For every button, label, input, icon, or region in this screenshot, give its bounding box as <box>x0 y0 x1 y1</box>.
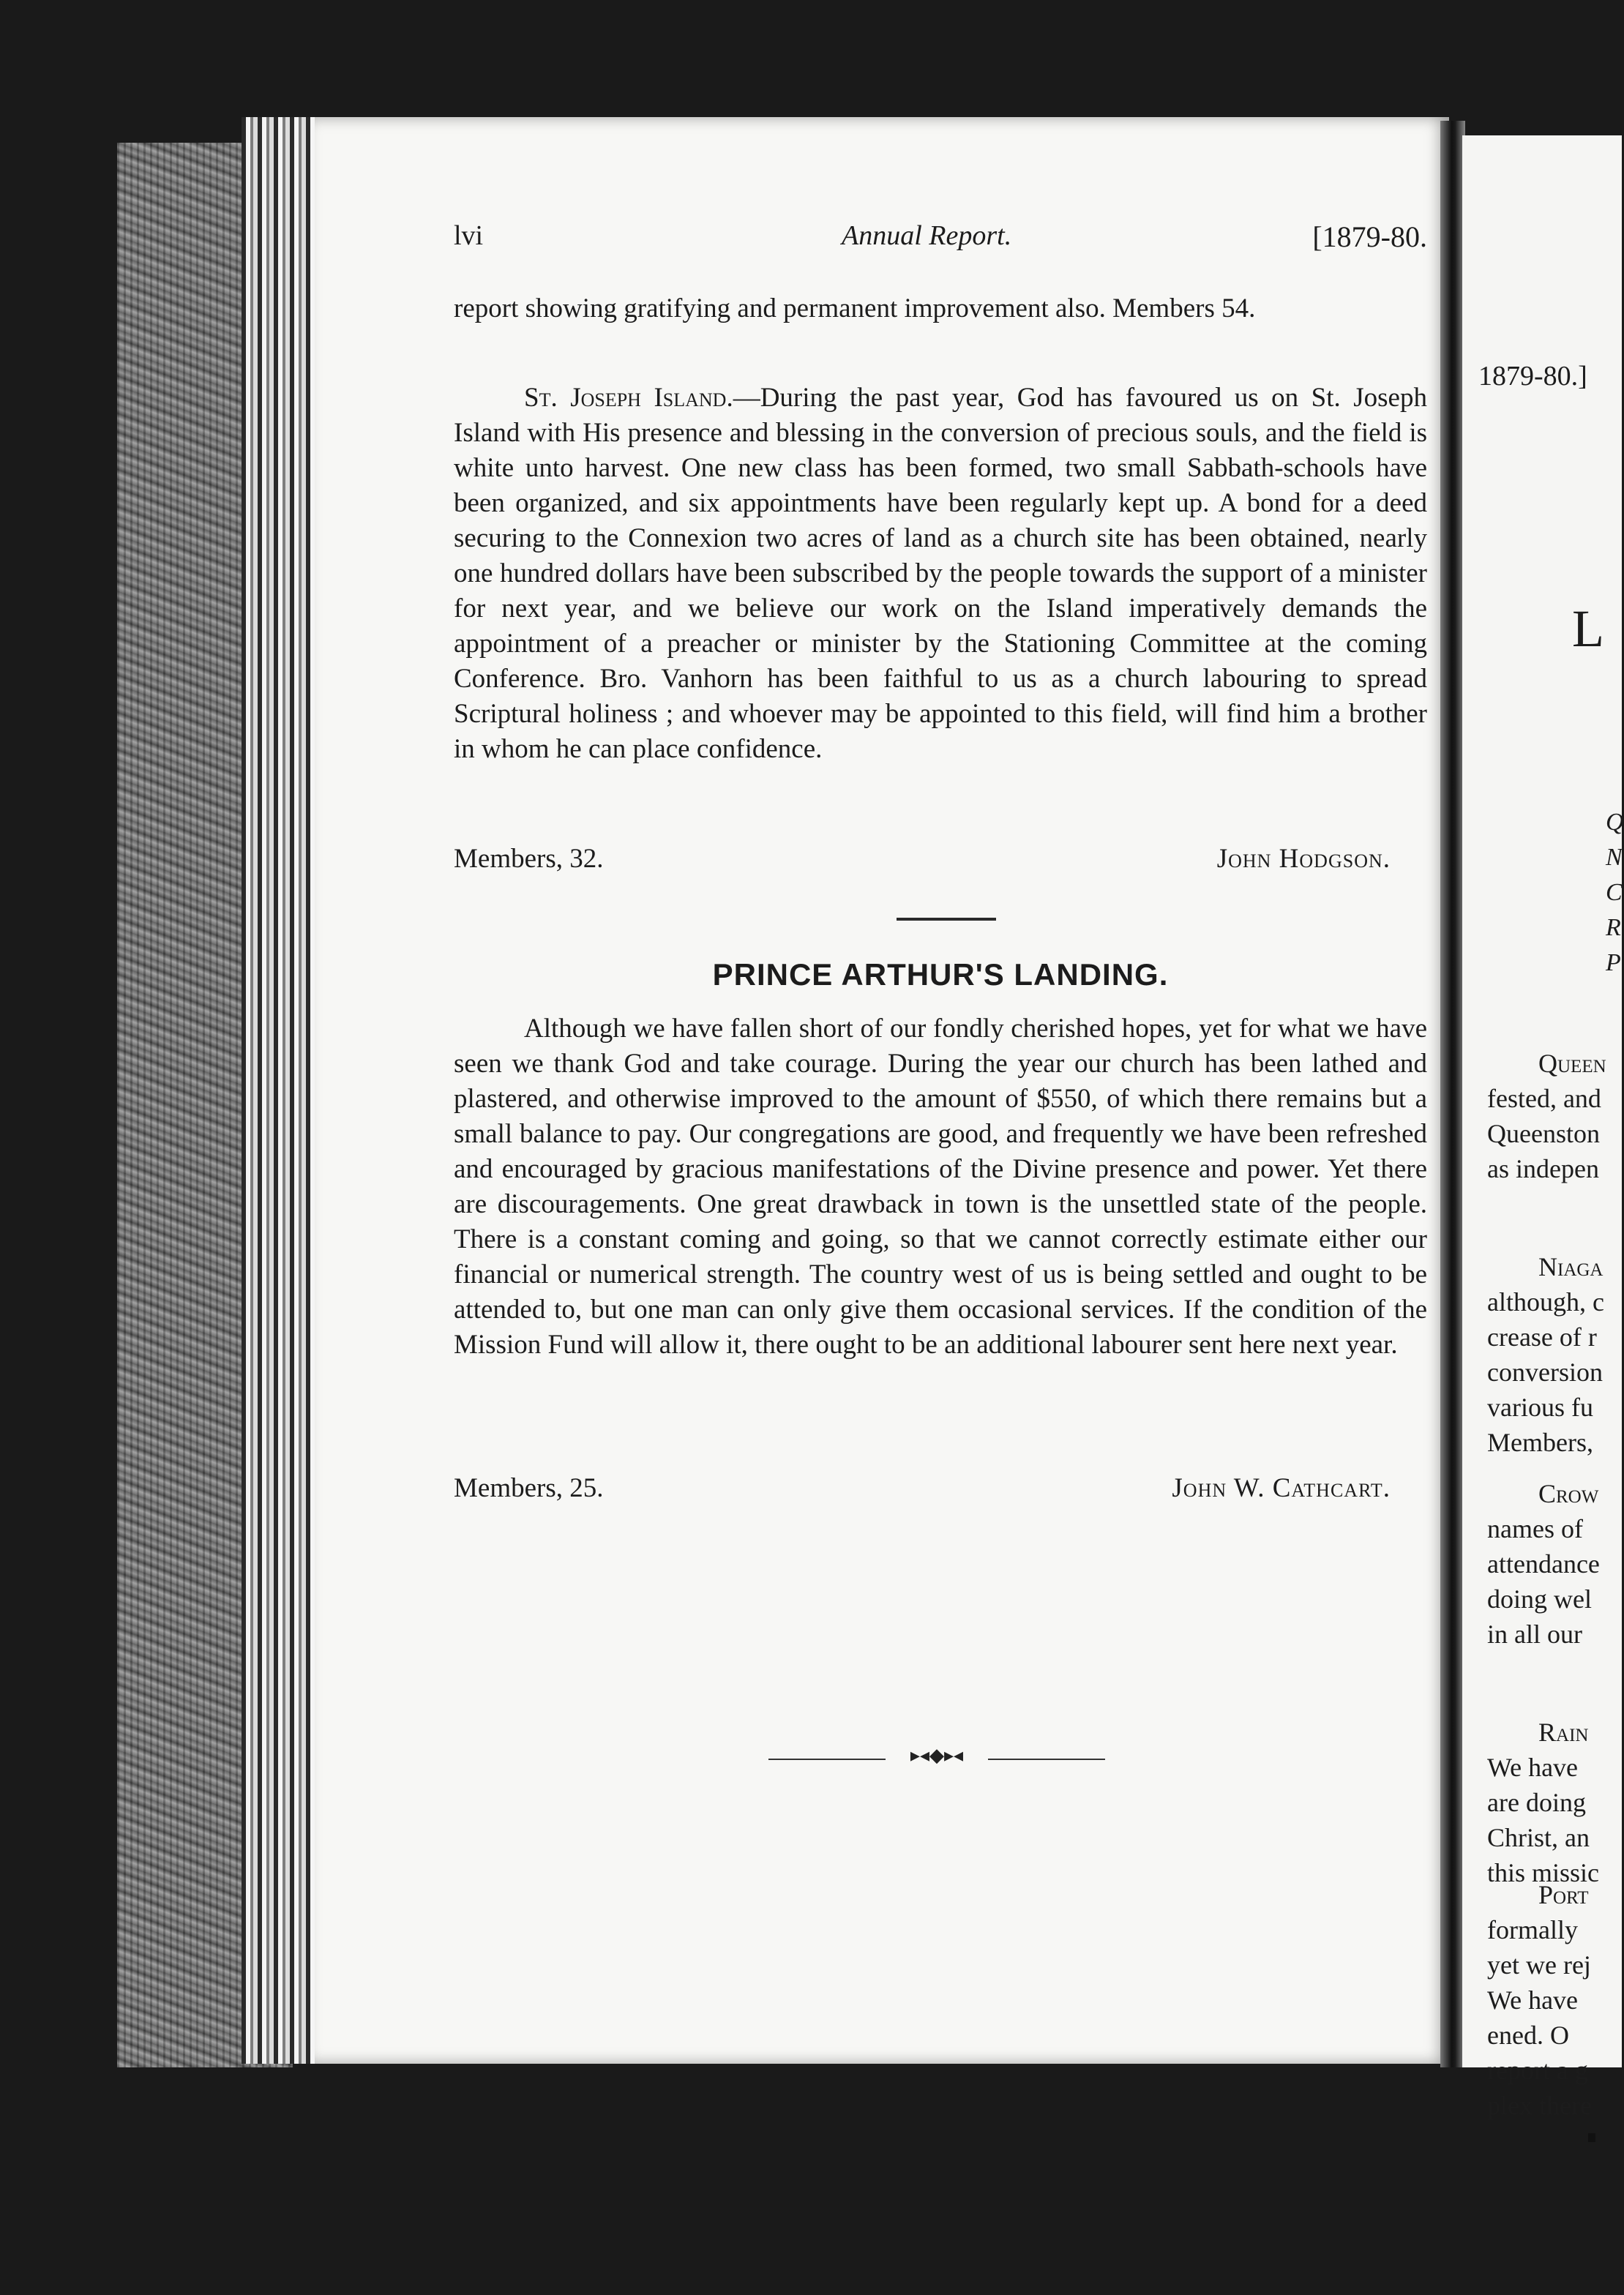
prince-arthur-paragraph: Although we have fallen short of our fondly cherished hopes, yet for what we have seen we thank God and take courage. During the year our church has been lathed and plastered, and otherwise improved to the amount of $550, of which there remains but a small balance to pay. Our congregations are good, and frequently we have been refreshed and encouraged by gracious manifestations of the Divine presence and power. Yet there are discouragements. One great drawback in town is the unsettled state of the people. There is a constant coming and going, so that we cannot correctly estimate either our financial or numerical strength. The country west of us is being settled and ought to be attended to, but one man can only give them occasional services. If the condition of the Mission Fund will allow it, there ought to be an additional labourer sent here next year. <box>454 1014 1427 1360</box>
running-title: Annual Report. <box>842 220 1012 251</box>
signature-name: John W. Cathcart. <box>1172 1473 1391 1503</box>
section-heading-inline: St. Joseph Island. <box>524 383 733 413</box>
ornament-rule-left <box>768 1759 886 1760</box>
right-line: this missic <box>1487 1858 1600 1887</box>
signature-name: John Hodgson. <box>1216 844 1391 874</box>
right-line: attendance <box>1487 1549 1600 1579</box>
right-line: Members, <box>1487 1428 1593 1457</box>
right-line: names of <box>1487 1514 1583 1543</box>
paragraph-continued: report showing gratifying and permanent improvement also. Members 54. <box>454 293 1256 323</box>
members-count: Members, 32. <box>454 844 604 874</box>
section-heading: PRINCE ARTHUR'S LANDING. <box>712 957 1169 992</box>
paragraph-body: —During the past year, God has favoured us on St. Joseph Island with His presence and blessing in the conversion of precious souls, and the field is white unto harvest. One new class has been formed, two small Sabbath-schools have been organized, and six appointments have been regularly kept up. A bond for a deed securing to the Connexion two acres of land as a church site has been obtained, nearly one hundred dollars have been subscribed by the people towards the support of a minister for next year, and we believe our work on the Island imperatively demands the appointment of a preacher or minister by the Stationing Committee at the coming Conference. Bro. Vanhorn has been faithful to us as a church labouring to spread Scriptural holiness ; and whoever may be appointed to this field, will find him a brother in whom he can place confidence. <box>454 383 1427 764</box>
right-line: Christ, an <box>1487 1823 1590 1852</box>
right-line: doing wel <box>1487 1584 1592 1614</box>
right-line: Queenston <box>1487 1119 1600 1148</box>
right-line: plex there <box>1487 2091 1592 2120</box>
ornament-glyph: ▸◂◆▸◂ <box>910 1745 964 1767</box>
right-line: Crow <box>1538 1479 1599 1508</box>
right-block-d <box>1487 1715 1599 1890</box>
right-italic-letter: N <box>1606 844 1623 871</box>
right-line: We have <box>1487 1985 1579 2015</box>
right-line: various fu <box>1487 1393 1593 1422</box>
st-joseph-island-paragraph <box>454 381 1427 767</box>
right-heading-initial: L <box>1572 599 1604 658</box>
right-line: Queen <box>1538 1049 1606 1078</box>
right-bullet-mark <box>1588 2133 1595 2142</box>
right-block-b <box>1487 1249 1604 1460</box>
right-italic-letter: C <box>1606 879 1623 906</box>
right-italic-letter: Q <box>1606 809 1624 836</box>
right-line: are doing <box>1487 1788 1586 1817</box>
right-line: Rain <box>1538 1718 1589 1747</box>
section-divider <box>897 918 996 921</box>
right-page <box>1462 135 1624 2120</box>
right-block-a <box>1487 1046 1606 1186</box>
right-line: in all our <box>1487 1620 1582 1649</box>
right-block-e <box>1487 1877 1592 2123</box>
end-ornament <box>768 1745 1105 1768</box>
right-line: Port <box>1538 1880 1589 1909</box>
right-line: as indepen <box>1487 1154 1599 1183</box>
right-line: ened. O <box>1487 2021 1569 2050</box>
right-running-year: 1879-80.] <box>1478 361 1587 392</box>
page-folio: lvi <box>454 220 484 251</box>
book-gutter <box>1440 121 1465 2067</box>
right-line: We have <box>1487 1753 1579 1782</box>
right-line: yet we rej <box>1487 1950 1591 1980</box>
right-block-c <box>1487 1476 1600 1652</box>
right-italic-letter: P <box>1606 949 1621 976</box>
page-edges <box>242 117 322 2064</box>
right-line: although, c <box>1487 1287 1604 1317</box>
right-line: Niaga <box>1538 1252 1604 1281</box>
running-year: [1879-80. <box>1312 220 1427 253</box>
members-count: Members, 25. <box>454 1473 604 1503</box>
right-line: formally <box>1487 1915 1578 1944</box>
right-line: report a g <box>1487 2056 1588 2085</box>
right-line: crease of r <box>1487 1322 1597 1352</box>
ornament-rule-right <box>988 1759 1105 1760</box>
right-line: fested, and <box>1487 1084 1601 1113</box>
running-head <box>454 220 1427 263</box>
right-line: conversion <box>1487 1358 1603 1387</box>
right-italic-letter: R <box>1606 914 1621 941</box>
